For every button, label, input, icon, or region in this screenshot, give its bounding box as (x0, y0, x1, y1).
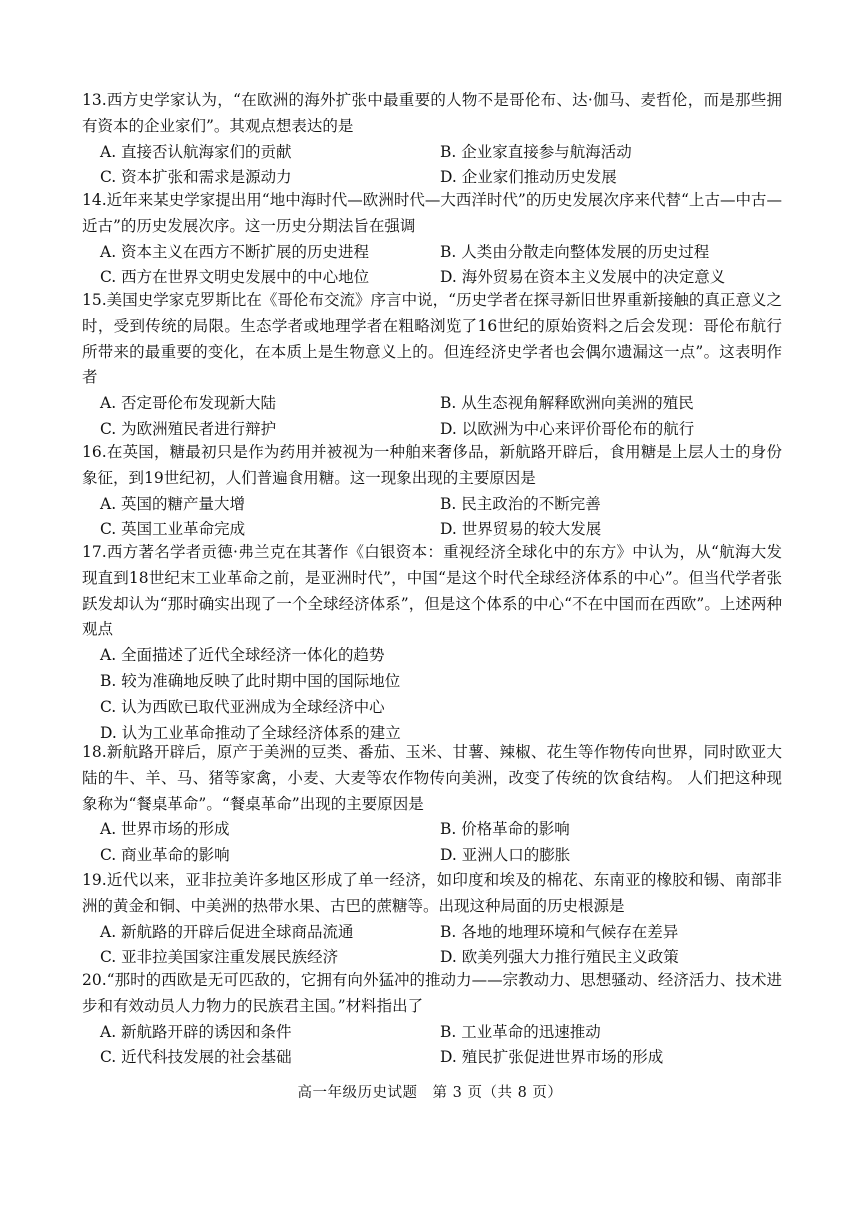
option-a: A. 英国的糖产量大增 (100, 494, 246, 513)
option-a: A. 直接否认航海家们的贡献 (100, 142, 292, 161)
question-18 (82, 740, 782, 869)
options (82, 643, 782, 746)
options (82, 240, 782, 292)
question-number: 16. (82, 443, 107, 461)
question-number: 18. (82, 743, 107, 761)
question-number: 14. (82, 191, 107, 209)
options (82, 140, 782, 192)
question-16 (82, 440, 782, 543)
option-a: A. 全面描述了近代全球经济一体化的趋势 (100, 646, 385, 665)
question-stem: 18.新航路开辟后，原产于美洲的豆类、番茄、玉米、甘薯、辣椒、花生等作物传向世界，同时欧亚大陆的牛、羊、马、猪等家禽，小麦、大麦等农作物传向美洲，改变了传统的饮食结构。 人们把这种现象称为“餐桌革命”。“餐桌革命”出现的主要原因是 (82, 743, 782, 813)
option-d: D. 亚洲人口的膨胀 (440, 846, 571, 865)
option-a: A. 新航路的开辟后促进全球商品流通 (100, 922, 354, 941)
question-number: 17. (82, 543, 107, 561)
option-b: B. 各地的地理环境和气候存在差异 (440, 922, 679, 941)
question-number: 13. (82, 91, 107, 109)
question-number: 20. (82, 971, 107, 989)
option-b: B. 从生态视角解释欧洲向美洲的殖民 (440, 394, 694, 413)
option-d: D. 以欧洲为中心来评价哥伦布的航行 (440, 419, 695, 438)
question-17 (82, 540, 782, 746)
question-stem: 15.美国史学家克罗斯比在《哥伦布交流》序言中说，“历史学者在探寻新旧世界重新接触的真正意义之时，受到传统的局限。生态学者或地理学者在粗略浏览了16世纪的原始资料之后会发现：哥伦布航行所带来的最重要的变化，在本质上是生物意义上的。但连经济史学者也会偶尔遗漏这一点”。这表明作者 (82, 291, 782, 387)
question-stem: 17.西方著名学者贡德·弗兰克在其著作《白银资本：重视经济全球化中的东方》中认为，从“航海大发现直到18世纪末工业革命之前，是亚洲时代”，中国“是这个时代全球经济体系的中心”。但当代学者张跃发却认为“那时确实出现了一个全球经济体系”，但是这个体系的中心“不在中国而在西欧”。上述两种观点 (82, 543, 782, 639)
option-b: B. 价格革命的影响 (440, 820, 570, 839)
option-d: D. 认为工业革命推动了全球经济体系的建立 (100, 723, 401, 742)
option-c: C. 为欧洲殖民者进行辩护 (100, 419, 277, 438)
question-number: 15. (82, 291, 107, 309)
option-b: B. 较为准确地反映了此时期中国的国际地位 (100, 671, 401, 690)
option-d: D. 欧美列强大力推行殖民主义政策 (440, 948, 679, 967)
option-a: A. 资本主义在西方不断扩展的历史进程 (100, 242, 370, 261)
option-c: C. 商业革命的影响 (100, 846, 230, 865)
option-c: C. 资本扩张和需求是源动力 (100, 168, 292, 187)
question-15 (82, 288, 782, 443)
question-number: 19. (82, 871, 107, 889)
option-d: D. 殖民扩张促进世界市场的形成 (440, 1048, 664, 1067)
page-footer: 高一年级历史试题 第 3 页（共 8 页） (297, 1085, 563, 1101)
option-d: D. 企业家们推动历史发展 (440, 168, 617, 187)
option-c: C. 认为西欧已取代亚洲成为全球经济中心 (100, 697, 385, 716)
options (82, 817, 782, 869)
option-b: B. 工业革命的迅速推动 (440, 1022, 601, 1041)
option-d: D. 世界贸易的较大发展 (440, 520, 602, 539)
question-stem: 16.在英国，糖最初只是作为药用并被视为一种舶来奢侈品，新航路开辟后，食用糖是上层人士的身份象征，到19世纪初，人们普遍食用糖。这一现象出现的主要原因是 (82, 443, 782, 487)
option-a: A. 新航路开辟的诱因和条件 (100, 1022, 292, 1041)
option-b: B. 企业家直接参与航海活动 (440, 142, 632, 161)
options (82, 492, 782, 544)
question-stem: 13.西方史学家认为，“在欧洲的海外扩张中最重要的人物不是哥伦布、达·伽马、麦哲伦，而是那些拥有资本的企业家们”。其观点想表达的是 (82, 91, 782, 135)
question-14 (82, 188, 782, 291)
option-a: A. 否定哥伦布发现新大陆 (100, 394, 277, 413)
option-c: C. 近代科技发展的社会基础 (100, 1048, 292, 1067)
option-c: C. 亚非拉美国家注重发展民族经济 (100, 948, 339, 967)
question-stem: 14.近年来某史学家提出用“地中海时代—欧洲时代—大西洋时代”的历史发展次序来代替“上古—中古—近古”的历史发展次序。这一历史分期法旨在强调 (82, 191, 782, 235)
question-stem: 20.“那时的西欧是无可匹敌的，它拥有向外猛冲的推动力——宗教动力、思想骚动、经济活力、技术进步和有效动员人力物力的民族君主国。”材料指出了 (82, 971, 782, 1015)
options (82, 1020, 782, 1072)
option-c: C. 西方在世界文明史发展中的中心地位 (100, 268, 370, 287)
options (82, 920, 782, 972)
options (82, 391, 782, 443)
option-a: A. 世界市场的形成 (100, 820, 230, 839)
option-b: B. 人类由分散走向整体发展的历史过程 (440, 242, 710, 261)
question-13 (82, 88, 782, 191)
option-d: D. 海外贸易在资本主义发展中的决定意义 (440, 268, 726, 287)
question-19 (82, 868, 782, 971)
question-stem: 19.近代以来，亚非拉美许多地区形成了单一经济，如印度和埃及的棉花、东南亚的橡胶和锡、南部非洲的黄金和铜、中美洲的热带水果、古巴的蔗糖等。出现这种局面的历史根源是 (82, 871, 782, 915)
option-c: C. 英国工业革命完成 (100, 520, 246, 539)
question-20 (82, 968, 782, 1071)
option-b: B. 民主政治的不断完善 (440, 494, 601, 513)
